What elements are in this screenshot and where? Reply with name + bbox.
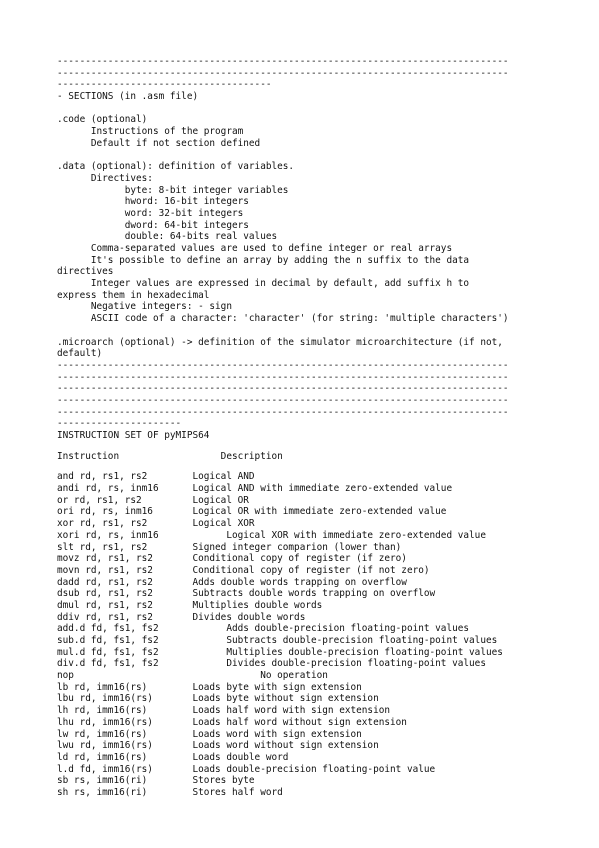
data-section [57,161,547,325]
data-line: byte: 8-bit integer variables [57,184,289,196]
data-line: Negative integers: - sign [57,301,232,313]
separator-line: -------------------------------------------------------------------------------- [57,406,509,418]
instruction-table [57,471,547,798]
instruction-row: andi rd, rs, inm16 Logical AND with immediate zero-extended value [57,483,453,495]
data-line: Comma-separated values are used to define integer or real arrays [57,243,453,254]
separator-line: -------------------------------------------------------------------------------- [57,67,509,79]
data-line: Integer values are expressed in decimal by default, add suffix h to [57,278,470,290]
instruction-row: ori rd, rs, inm16 Logical OR with immediate zero-extended value [57,506,447,518]
data-line: hword: 16-bit integers [57,196,249,208]
instruction-row: sb rs, imm16(ri) Stores byte [57,775,255,787]
instruction-row: lh rd, imm16(rs) Loads half word with sign extension [57,705,391,717]
code-line: Default if not section defined [57,137,261,149]
sections-title: - SECTIONS (in .asm file) [57,91,199,103]
instruction-row: nop No operation [57,670,328,682]
data-line: Directives: [57,172,153,184]
separator-block [57,56,547,91]
data-line: It's possible to define an array by adding the n suffix to the data [57,254,470,266]
code-section [57,114,547,149]
instruction-row: xori rd, rs, inm16 Logical XOR with immediate zero-extended value [57,529,486,541]
table-header: Instruction Description [57,450,283,462]
instruction-row: dsub rd, rs1, rs2 Subtracts double words trapping on overflow [57,588,436,600]
instruction-row: l.d fd, imm16(rs) Loads double-precision floating-point value [57,763,436,775]
separator-line: -------------------------------------- [57,79,272,91]
instruction-set-title: INSTRUCTION SET OF pyMIPS64 [57,430,210,441]
instruction-row: add.d fd, fs1, fs2 Adds double-precision floating-point values [57,623,470,635]
microarch-line: default) [57,348,103,360]
instruction-row: lhu rd, imm16(rs) Loads half word without sign extension [57,716,407,728]
data-line: directives [57,266,114,278]
instruction-row: slt rd, rs1, rs2 Signed integer comparion (lower than) [57,541,402,553]
instruction-row: or rd, rs1, rs2 Logical OR [57,494,249,506]
microarch-line: .microarch (optional) -> definition of the simulator microarchitecture (if not, [57,336,503,348]
instruction-row: lbu rd, imm16(rs) Loads byte without sign extension [57,693,379,705]
code-line: .code (optional) [57,114,148,126]
instruction-row: lb rd, imm16(rs) Loads byte with sign extension [57,681,362,693]
instruction-row: movz rd, rs1, rs2 Conditional copy of register (if zero) [57,553,407,565]
instruction-row: ddiv rd, rs1, rs2 Divides double words [57,611,306,623]
separator-line: -------------------------------------------------------------------------------- [57,359,509,371]
instruction-row: lwu rd, imm16(rs) Loads word without sign extension [57,740,379,752]
instruction-row: ld rd, imm16(rs) Loads double word [57,751,289,763]
instruction-row: and rd, rs1, rs2 Logical AND [57,471,255,483]
separator-line: -------------------------------------------------------------------------------- [57,371,509,383]
data-line: double: 64-bits real values [57,231,278,243]
instruction-row: sh rs, imm16(ri) Stores half word [57,786,283,798]
data-line: word: 32-bit integers [57,207,244,219]
document-page [57,56,547,799]
separator-line: -------------------------------------------------------------------------------- [57,394,509,406]
code-line: Instructions of the program [57,126,244,138]
separator-block-2 [57,360,547,430]
instruction-row: lw rd, imm16(rs) Loads word with sign extension [57,728,362,740]
instruction-row: mul.d fd, fs1, fs2 Multiplies double-precision floating-point values [57,646,503,658]
instruction-row: sub.d fd, fs1, fs2 Subtracts double-precision floating-point values [57,635,498,646]
data-line: express them in hexadecimal [57,289,210,301]
instruction-row: dadd rd, rs1, rs2 Adds double words trapping on overflow [57,576,407,588]
data-line: ASCII code of a character: 'character' (for string: 'multiple characters') [57,313,509,325]
microarch-section [57,337,547,360]
instruction-row: dmul rd, rs1, rs2 Multiplies double words [57,599,323,611]
separator-line: -------------------------------------------------------------------------------- [57,56,509,67]
instruction-row: div.d fd, fs1, fs2 Divides double-precision floating-point values [57,658,486,670]
instruction-row: movn rd, rs1, rs2 Conditional copy of register (if not zero) [57,564,430,576]
data-line: .data (optional): definition of variables. [57,161,295,173]
instruction-row: xor rd, rs1, rs2 Logical XOR [57,518,255,530]
separator-line: ---------------------- [57,418,182,430]
data-line: dword: 64-bit integers [57,219,249,231]
separator-line: -------------------------------------------------------------------------------- [57,383,509,395]
